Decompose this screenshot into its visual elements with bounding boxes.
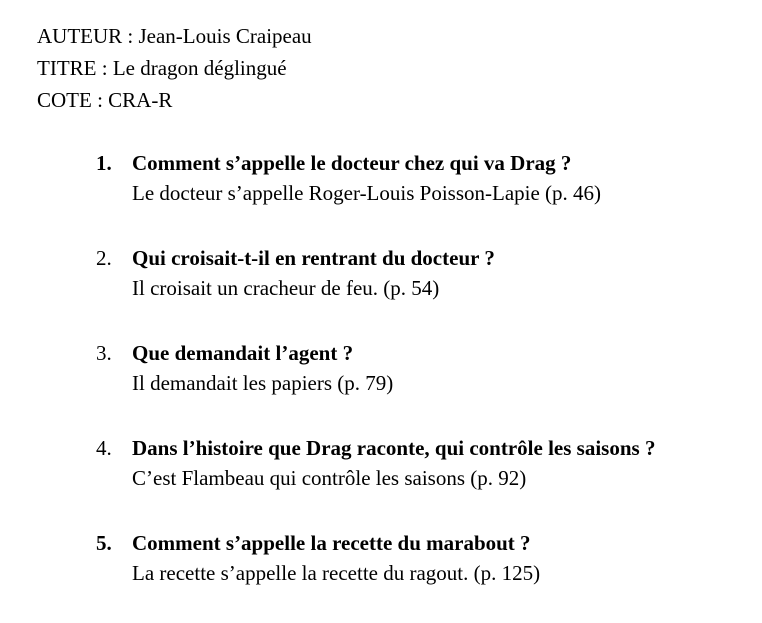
answer-text: Il demandait les papiers (p. 79) [132,371,394,395]
question-text: Qui croisait-t-il en rentrant du docteur ? [132,246,495,270]
cote-line: COTE : CRA-R [37,88,173,112]
answer-text: La recette s’appelle la recette du ragout. (p. 125) [132,561,541,585]
answer-text: Il croisait un cracheur de feu. (p. 54) [132,276,440,300]
question-item-1 [0,148,762,243]
question-number: 1. [96,151,112,175]
question-text: Comment s’appelle le docteur chez qui va Drag ? [132,151,572,175]
question-number: 2. [96,246,112,270]
document-header [37,20,312,116]
question-item-3 [0,338,762,433]
question-list [0,148,762,623]
question-number: 5. [96,531,112,555]
question-text: Comment s’appelle la recette du marabout ? [132,531,531,555]
question-text: Dans l’histoire que Drag raconte, qui contrôle les saisons ? [132,436,656,460]
question-item-4 [0,433,762,528]
question-number: 4. [96,436,112,460]
answer-text: C’est Flambeau qui contrôle les saisons (p. 92) [132,466,527,490]
question-text: Que demandait l’agent ? [132,341,354,365]
question-item-5 [0,528,762,623]
answer-text: Le docteur s’appelle Roger-Louis Poisson-Lapie (p. 46) [132,181,602,205]
question-item-2 [0,243,762,338]
author-line: AUTEUR : Jean-Louis Craipeau [37,24,312,48]
question-number: 3. [96,341,112,365]
title-line: TITRE : Le dragon déglingué [37,56,287,80]
